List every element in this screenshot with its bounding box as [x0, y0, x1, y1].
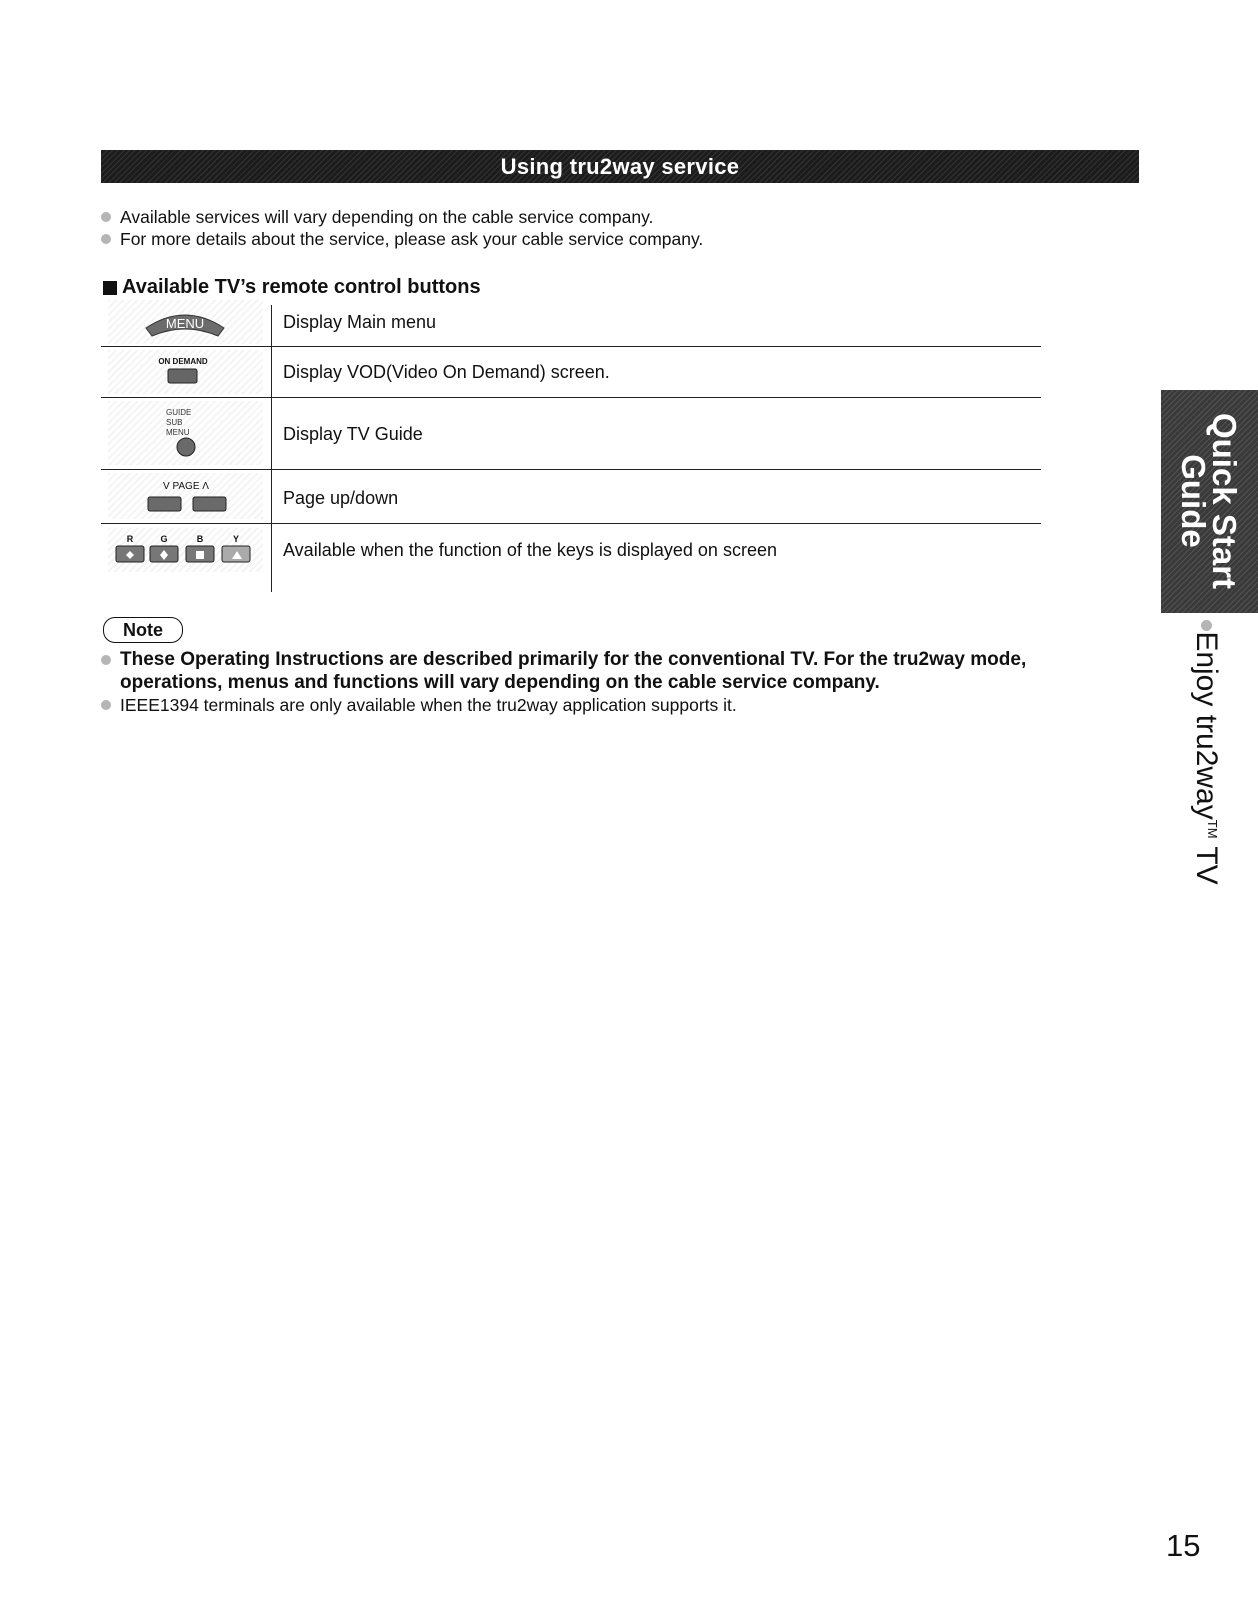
section-heading: Available TV’s remote control buttons	[103, 276, 481, 299]
on-demand-button-icon	[108, 350, 263, 394]
bullet-icon	[1201, 620, 1212, 631]
list-item: IEEE1394 terminals are only available when the tru2way application supports it.	[101, 694, 1121, 717]
yellow-key-label: Y	[232, 534, 240, 544]
button-description: Page up/down	[283, 488, 399, 508]
menu-button-icon	[108, 300, 263, 344]
bullet-icon	[101, 700, 111, 710]
blue-key-label: B	[196, 534, 204, 544]
button-description: Display VOD(Video On Demand) screen.	[283, 362, 610, 382]
row-divider	[101, 397, 1041, 398]
side-tab-title: Quick Start Guide	[1175, 412, 1243, 590]
green-key-label: G	[160, 534, 168, 544]
page-number: 15	[1166, 1528, 1201, 1563]
intro-bullets	[101, 206, 1101, 250]
bullet-icon	[101, 212, 111, 222]
row-divider	[101, 469, 1041, 470]
side-subtitle: Enjoy tru2way™ TV	[1190, 631, 1223, 885]
color-keys-icon	[108, 528, 263, 572]
table-divider	[271, 305, 272, 592]
note-label: Note	[103, 617, 183, 643]
menu-key-label: MENU	[165, 316, 205, 331]
banner-title: Using tru2way service	[500, 153, 740, 179]
on-demand-key-label: ON DEMAND	[158, 357, 208, 366]
button-description: Available when the function of the keys is displayed on screen	[283, 540, 777, 560]
sub-key-label: SUB	[166, 418, 183, 427]
red-key-label: R	[126, 534, 134, 544]
list-item: Available services will vary depending on the cable service company.	[101, 206, 1101, 228]
section-banner	[101, 150, 1139, 183]
guide-sub-menu-button-icon	[108, 401, 263, 465]
row-divider	[101, 346, 1041, 347]
guide-key-label: GUIDE	[166, 408, 192, 417]
note-list	[101, 648, 1121, 717]
bullet-icon	[101, 234, 111, 244]
button-description: Display Main menu	[283, 312, 437, 332]
menu-key-label: MENU	[166, 428, 190, 437]
list-item: For more details about the service, please ask your cable service company.	[101, 228, 1101, 250]
row-divider	[101, 523, 1041, 524]
list-item: These Operating Instructions are described primarily for the conventional TV. For the tru2way mode, operations, menus and functions will vary depending on the cable service company.	[101, 648, 1121, 694]
page-buttons-icon	[108, 473, 263, 519]
bullet-icon	[101, 655, 111, 665]
page-key-label: V PAGE Λ	[163, 481, 209, 492]
square-bullet-icon	[103, 281, 117, 295]
button-description: Display TV Guide	[283, 424, 423, 444]
